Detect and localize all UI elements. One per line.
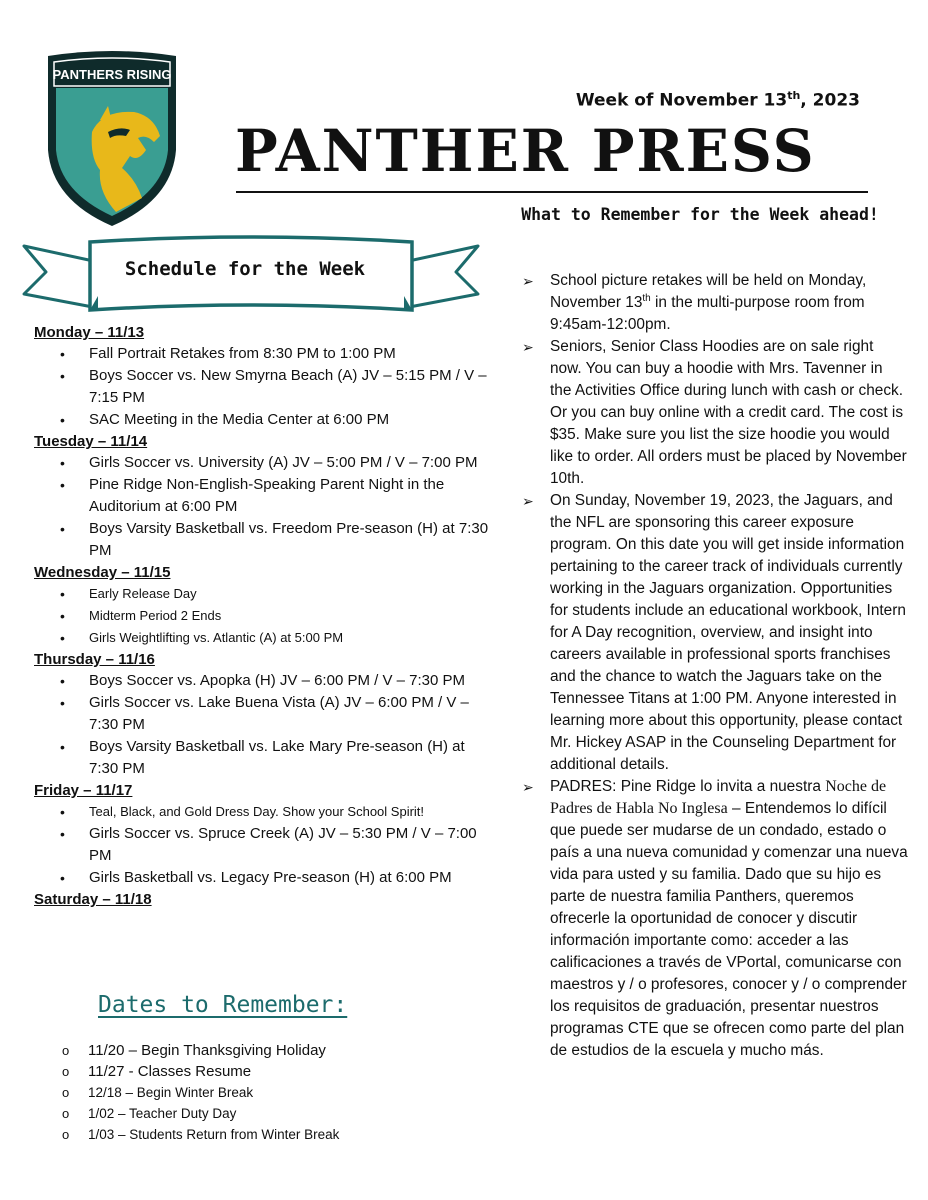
schedule-item-text: Pine Ridge Non-English-Speaking Parent Night in the Auditorium at 6:00 PM — [89, 476, 445, 515]
date-item — [62, 1040, 482, 1061]
bullet-icon: • — [60, 368, 65, 384]
schedule-item — [34, 583, 494, 605]
schedule-item-text: Teal, Black, and Gold Dress Day. Show your School Spirit! — [89, 804, 425, 819]
bullet-icon: • — [60, 521, 65, 537]
schedule-item-text: Boys Varsity Basketball vs. Lake Mary Pre-season (H) at 7:30 PM — [89, 738, 465, 777]
circle-bullet-icon: o — [62, 1043, 70, 1058]
schedule-item — [34, 605, 494, 627]
remember-item — [522, 776, 908, 1062]
remember-heading: What to Remember for the Week ahead! — [521, 205, 879, 224]
schedule-item-text: Girls Soccer vs. University (A) JV – 5:00 PM / V – 7:00 PM — [89, 454, 478, 471]
bullet-icon: • — [60, 826, 65, 842]
bullet-icon: • — [60, 412, 65, 428]
schedule-item-text: Girls Basketball vs. Legacy Pre-season (H) at 6:00 PM — [89, 869, 452, 886]
schedule-day: Wednesday – 11/15 — [34, 564, 171, 581]
schedule-item-text: Boys Soccer vs. Apopka (H) JV – 6:00 PM / V – 7:30 PM — [89, 672, 465, 689]
bullet-icon: • — [60, 477, 65, 493]
date-item — [62, 1124, 482, 1145]
bullet-icon: • — [60, 739, 65, 755]
schedule-item — [34, 409, 494, 431]
schedule-day: Friday – 11/17 — [34, 782, 133, 799]
date-item — [62, 1082, 482, 1103]
arrow-bullet-icon: ➢ — [522, 493, 534, 509]
schedule-item-text: Girls Soccer vs. Spruce Creek (A) JV – 5:30 PM / V – 7:00 PM — [89, 825, 477, 864]
newsletter-title: PANTHER PRESS — [235, 117, 816, 185]
schedule-item — [34, 670, 494, 692]
remember-list — [522, 270, 908, 1062]
remember-item-text: PADRES: Pine Ridge lo invita a nuestra Noche de Padres de Habla No Inglesa – Entendemos lo difícil que puede ser mudarse de un condado, estado o país a una nueva comunidad y comenzar una nueva vida para usted y su familia. Dado que su hijo es parte de nuestra familia Panthers, queremos ofrecerle la oportunidad de conocer y discutir información importante como: acceder a las calificaciones a través de VPortal, comunicarse con maestros y / o profesores, conocer y / o comprender los requisitos de graduación, presentar nuestros programas CTE que se ofrecen como parte del plan de estudios de la escuela y mucho más. — [550, 778, 908, 1059]
schedule-item — [34, 474, 494, 518]
date-item — [62, 1103, 482, 1124]
bullet-icon: • — [60, 346, 65, 362]
remember-item — [522, 336, 908, 490]
date-item-text: 12/18 – Begin Winter Break — [88, 1085, 254, 1100]
panthers-rising-logo — [42, 50, 182, 230]
schedule-item-text: Boys Varsity Basketball vs. Freedom Pre-season (H) at 7:30 PM — [89, 520, 489, 559]
schedule-item — [34, 801, 494, 823]
schedule-item-text: Early Release Day — [89, 586, 197, 601]
bullet-icon: • — [60, 673, 65, 689]
bullet-icon: • — [60, 870, 65, 886]
week-of-date: Week of November 13th, 2023 — [575, 89, 860, 111]
bullet-icon: • — [60, 608, 65, 624]
bullet-icon: • — [60, 804, 65, 820]
circle-bullet-icon: o — [62, 1106, 70, 1121]
remember-item-text: School picture retakes will be held on Monday, November 13th in the multi-purpose room from 9:45am-12:00pm. — [550, 272, 867, 333]
date-item-text: 11/27 - Classes Resume — [88, 1063, 252, 1080]
schedule-heading: Schedule for the Week — [124, 258, 366, 280]
logo-text: PANTHERS RISING — [52, 67, 172, 82]
schedule-item-text: Midterm Period 2 Ends — [89, 608, 222, 623]
schedule-item — [34, 823, 494, 867]
date-item — [62, 1061, 482, 1082]
schedule-day: Saturday – 11/18 — [34, 891, 152, 908]
schedule-item — [34, 343, 494, 365]
remember-item-text: Seniors, Senior Class Hoodies are on sale right now. You can buy a hoodie with Mrs. Tavenner in the Activities Office during lunch with cash or check. Or you can buy online with a credit card. The cost is $35. Make sure you list the size hoodie you would like to order. All orders must be placed by November 10th. — [550, 338, 907, 487]
dates-heading: Dates to Remember: — [98, 992, 348, 1018]
bullet-icon: • — [60, 630, 65, 646]
circle-bullet-icon: o — [62, 1064, 70, 1079]
schedule-item — [34, 365, 494, 409]
schedule-item — [34, 736, 494, 780]
remember-item-text: On Sunday, November 19, 2023, the Jaguars, and the NFL are sponsoring this career exposure program. On this date you will get inside information pertaining to the career track of individuals currently working in the Jaguars organization. Opportunities for students include an educational workbook, Intern for A Day recognition, overview, and insight into careers available in professional sports franchises and the chance to watch the Jaguars take on the Tennessee Titans at 1:00 PM. Anyone interested in learning more about this opportunity, please contact Mr. Hickey ASAP in the Counseling Department for additional details. — [550, 492, 906, 773]
bullet-icon: • — [60, 695, 65, 711]
title-underline — [236, 191, 868, 193]
schedule-day: Monday – 11/13 — [34, 324, 145, 341]
date-item-text: 1/02 – Teacher Duty Day — [88, 1106, 237, 1121]
schedule-item-text: Girls Weightlifting vs. Atlantic (A) at 5:00 PM — [89, 630, 344, 645]
arrow-bullet-icon: ➢ — [522, 339, 534, 355]
circle-bullet-icon: o — [62, 1127, 70, 1142]
schedule-item-text: Fall Portrait Retakes from 8:30 PM to 1:00 PM — [89, 345, 396, 362]
schedule-item — [34, 867, 494, 889]
remember-item — [522, 270, 908, 336]
remember-item — [522, 490, 908, 776]
schedule-item — [34, 627, 494, 649]
bullet-icon: • — [60, 586, 65, 602]
schedule-item — [34, 452, 494, 474]
schedule-item — [34, 518, 494, 562]
arrow-bullet-icon: ➢ — [522, 273, 534, 289]
weekly-schedule — [34, 322, 494, 910]
schedule-day: Tuesday – 11/14 — [34, 433, 148, 450]
date-item-text: 11/20 – Begin Thanksgiving Holiday — [88, 1042, 326, 1059]
circle-bullet-icon: o — [62, 1085, 70, 1100]
dates-list — [62, 1040, 482, 1145]
schedule-item-text: SAC Meeting in the Media Center at 6:00 PM — [89, 411, 390, 428]
bullet-icon: • — [60, 455, 65, 471]
schedule-item-text: Girls Soccer vs. Lake Buena Vista (A) JV – 6:00 PM / V – 7:30 PM — [89, 694, 469, 733]
schedule-item-text: Boys Soccer vs. New Smyrna Beach (A) JV – 5:15 PM / V – 7:15 PM — [89, 367, 487, 406]
schedule-day: Thursday – 11/16 — [34, 651, 155, 668]
arrow-bullet-icon: ➢ — [522, 779, 534, 795]
date-item-text: 1/03 – Students Return from Winter Break — [88, 1127, 340, 1142]
schedule-item — [34, 692, 494, 736]
